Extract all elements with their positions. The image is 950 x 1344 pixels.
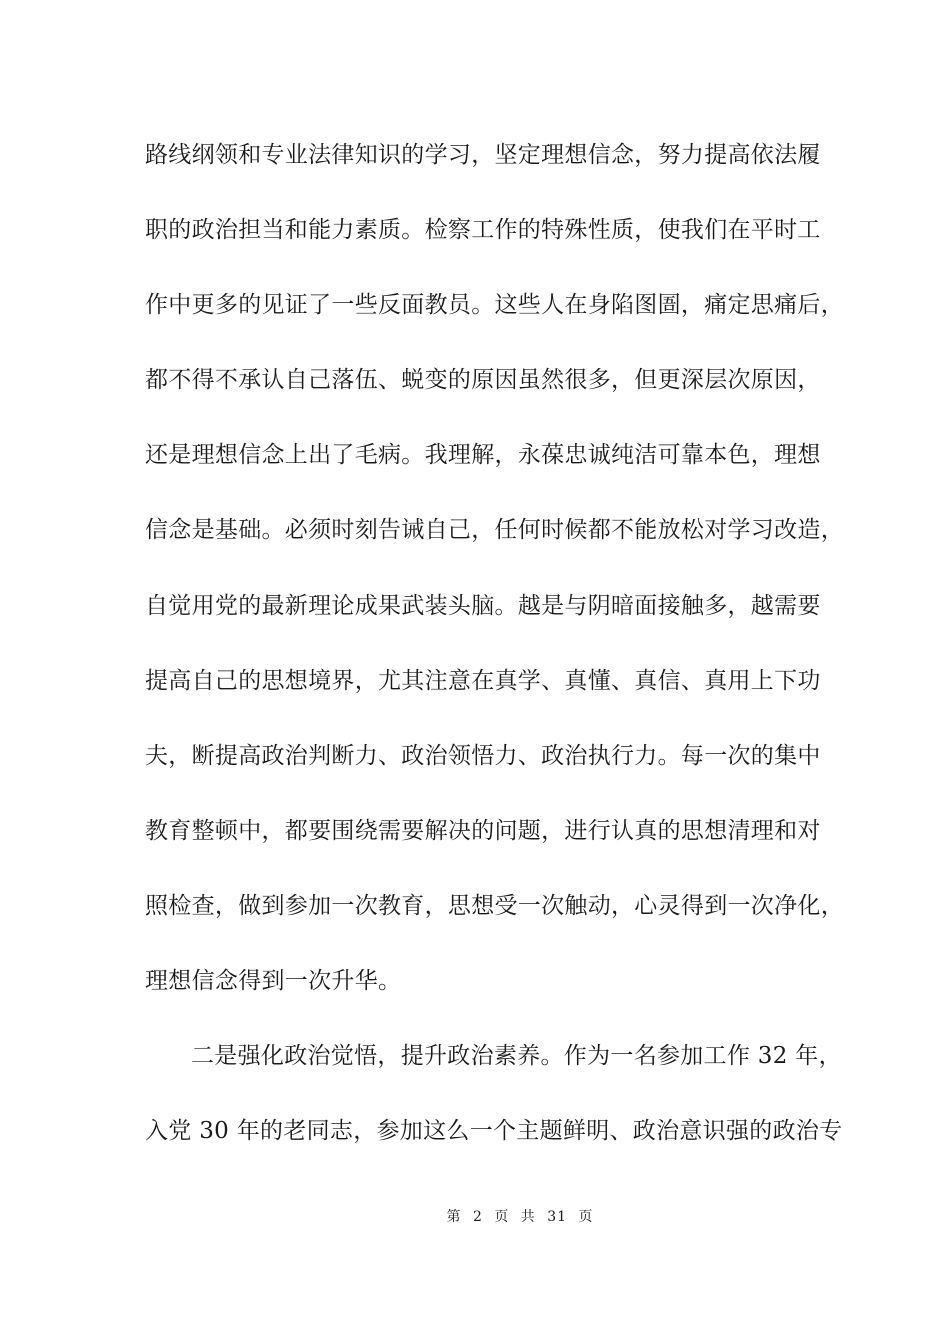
- text-line: 信念是基础。必须时刻告诫自己，任何时候都不能放松对学习改造，: [145, 517, 844, 544]
- text-line: 夫，断提高政治判断力、政治领悟力、政治执行力。每一次的集中: [145, 742, 821, 769]
- footer-page-word: 页: [494, 1209, 510, 1225]
- page-footer: [0, 1208, 950, 1226]
- text-line: 理想信念得到一次升华。: [145, 968, 402, 995]
- footer-suffix: 页: [578, 1209, 594, 1225]
- footer-total-prefix: 共: [520, 1209, 536, 1225]
- paragraph-start-line: 二是强化政治觉悟，提升政治素养。作为一名参加工作 32 年，: [191, 1043, 842, 1070]
- text-line: 教育整顿中，都要围绕需要解决的问题，进行认真的思想清理和对: [145, 817, 821, 844]
- total-pages-number: 31: [547, 1209, 568, 1225]
- text-line: 职的政治担当和能力素质。检察工作的特殊性质，使我们在平时工: [145, 217, 821, 244]
- text-line: 都不得不承认自己落伍、蜕变的原因虽然很多，但更深层次原因，: [145, 367, 821, 394]
- text-line: 路线纲领和专业法律知识的学习，坚定理想信念，努力提高依法履: [145, 142, 821, 168]
- text-line: 自觉用党的最新理论成果武装头脑。越是与阴暗面接触多，越需要: [145, 592, 821, 619]
- text-line: 提高自己的思想境界，尤其注意在真学、真懂、真信、真用上下功: [145, 667, 821, 694]
- text-line: 照检查，做到参加一次教育，思想受一次触动，心灵得到一次净化，: [145, 892, 844, 919]
- footer-prefix: 第: [446, 1209, 462, 1225]
- current-page-number: 2: [472, 1209, 483, 1225]
- body-text: [145, 137, 844, 1188]
- text-line: 作中更多的见证了一些反面教员。这些人在身陷图圄，痛定思痛后，: [145, 292, 844, 319]
- text-line: 入党 30 年的老同志，参加这么一个主题鲜明、政治意识强的政治专: [145, 1118, 843, 1145]
- text-line: 还是理想信念上出了毛病。我理解，永葆忠诚纯洁可靠本色，理想: [145, 442, 821, 469]
